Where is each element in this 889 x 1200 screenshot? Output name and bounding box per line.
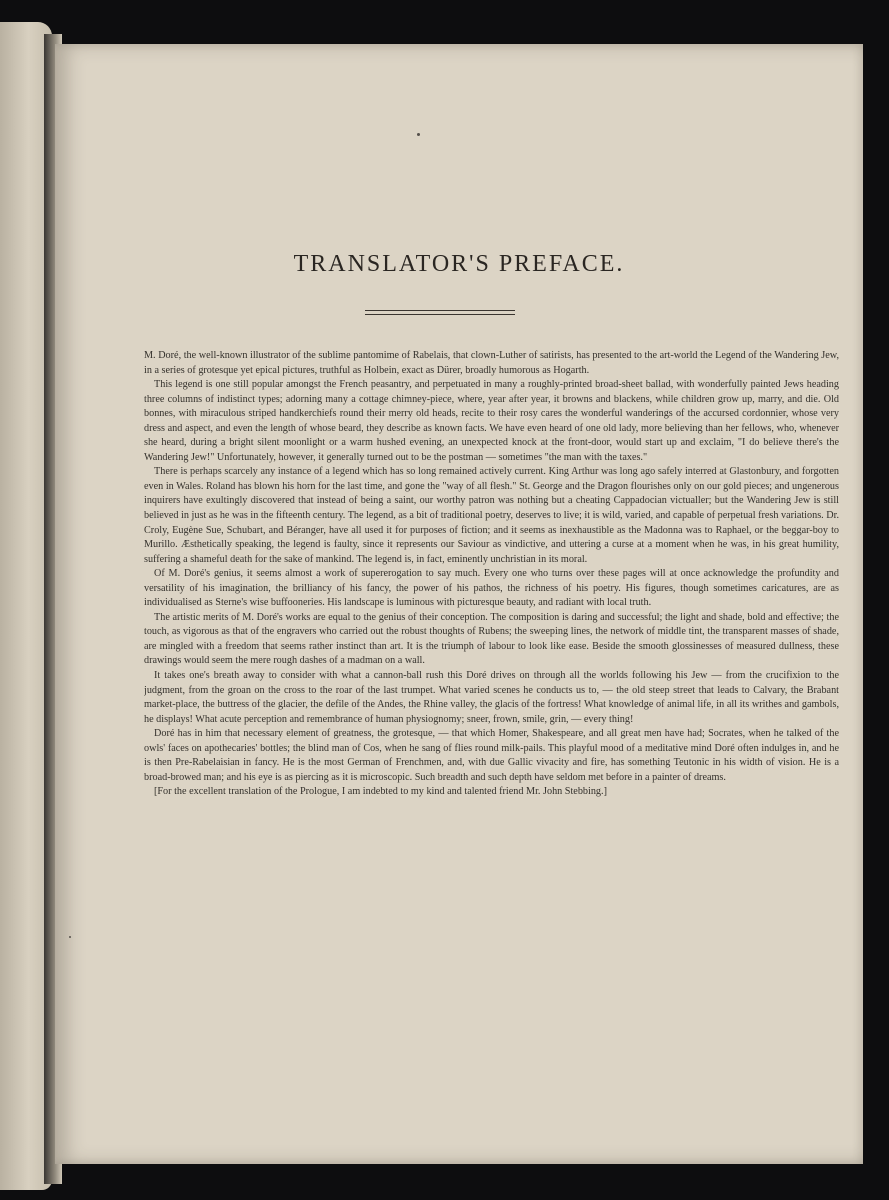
title-rule-bottom xyxy=(365,314,515,315)
paper-speck xyxy=(69,936,71,938)
paragraph: Of M. Doré's genius, it seems almost a work of supererogation to say much. Every one who turns over these pages will at once acknowledge the profundity and versatility of his imagination, the brilliancy of his fancy, the power of his pathos, the richness of his poetry. His figures, though sometimes caricatures, are as individualised as Sterne's wise buffooneries. His landscape is luminous with picturesque beauty, and radiant with local truth. xyxy=(144,568,839,609)
paragraph: It takes one's breath away to consider with what a cannon-ball rush this Doré drives on through all the worlds following his Jew — from the crucifixion to the judgment, from the groan on the cross to the roar of the last trumpet. What varied scenes he conducts us to, — the old steep street that leads to Calvary, the Brabant market-place, the buttress of the glacier, the defile of the Andes, the Rhine valley, the glacis of the fortress! What knowledge of animal life, in all its writhes and gambols, he displays! What acute perception and remembrance of human physiognomy; sneer, frown, smile, grin, — every thing! xyxy=(144,670,839,725)
paragraph: Doré has in him that necessary element of greatness, the grotesque, — that which Homer, Shakespeare, and all great men have had; Socrates, when he talked of the owls' faces on apothecaries' bottles; the blind man of Cos, when he sang of flies round milk-pails. This playful mood of a meditative mind Doré often indulges in, and he is then Pre-Rabelaisian in fancy. He is the most German of Frenchmen, and, with due Gallic vivacity and fire, has something Teutonic in his width of vision. He is a broad-browed man; and his eye is as piercing as it is microscopic. Such breadth and such depth have seldom met before in a painter of dreams. xyxy=(144,728,839,783)
paper-speck xyxy=(417,133,420,136)
title-rule-top xyxy=(365,310,515,311)
paragraph: [For the excellent translation of the Prologue, I am indebted to my kind and talented friend Mr. John Stebbing.] xyxy=(154,786,607,798)
paragraph: The artistic merits of M. Doré's works are equal to the genius of their conception. The composition is daring and successful; the light and shade, bold and effective; the touch, as vigorous as that of the engravers who carried out the robust thoughts of Rubens; the sweeping lines, the network of middle tint, the transparent masses of shade, are mingled with a freedom that seems rather instinct than art. It is the triumph of labour to look like ease. Beside the smooth glossinesses of measured dullness, these drawings would seem the mere rough dashes of a madman on a wall. xyxy=(144,611,839,667)
preface-body xyxy=(144,349,839,999)
paragraph: M. Doré, the well-known illustrator of the sublime pantomime of Rabelais, that clown-Luther of satirists, has presented to the art-world the Legend of the Wandering Jew, in a series of grotesque yet epical pictures, truthful as Holbein, exact as Dürer, broadly humorous as Hogarth. xyxy=(144,350,839,376)
paragraph: This legend is one still popular amongst the French peasantry, and perpetuated in many a roughly-printed broad-sheet ballad, with wonderfully painted Jews heading three columns of indistinct types; adorning many a cottage chimney-piece, where, year after year, it browns and blackens, while children grow up, marry, and die. Old bonnes, with miraculous striped handkerchiefs round their merry old heads, recite to their rosy cares the wonderful wanderings of the accursed cordonnier, whose very dress and aspect, and even the length of whose beard, they describe as known facts. We have even heard of one old lady, more believing than her fellows, who, whenever she heard, during a bright silent moonlight or a warm hushed evening, an unexpected knock at the front-door, would start up and exclaim, "I do believe there's the Wandering Jew!" Unfortunately, however, it generally turned out to be the postman — sometimes "the man with the taxes." xyxy=(144,379,839,463)
paragraph: There is perhaps scarcely any instance of a legend which has so long remained actively current. King Arthur was long ago safely interred at Glastonbury, and forgotten even in Wales. Roland has blown his horn for the last time, and gone the "way of all flesh." St. George and the Dragon flourishes only on our gold pieces; and ungenerous inquirers have exultingly discovered that instead of being a saint, our worthy patron was nothing but a cheating Cappadocian victualler; but the Wandering Jew is still believed in just as he was in the fifteenth century. The legend, as a bit of traditional poetry, deserves to live; it is wild, varied, and capable of perpetual fresh variations. Dr. Croly, Eugène Sue, Schubart, and Béranger, have all used it for purposes of fiction; and it seems as inexhaustible as the Madonna was to Raphael, or the beggar-boy to Murillo. Æsthetically speaking, the legend is faulty, since it represents our Saviour as vindictive, and uttering a curse at a moment when he was, in his great humility, suffering a shameful death for the sake of mankind. The legend is, in fact, eminently unchristian in its moral. xyxy=(144,466,839,565)
book-page xyxy=(55,44,863,1164)
page-title: TRANSLATOR'S PREFACE. xyxy=(293,251,625,277)
